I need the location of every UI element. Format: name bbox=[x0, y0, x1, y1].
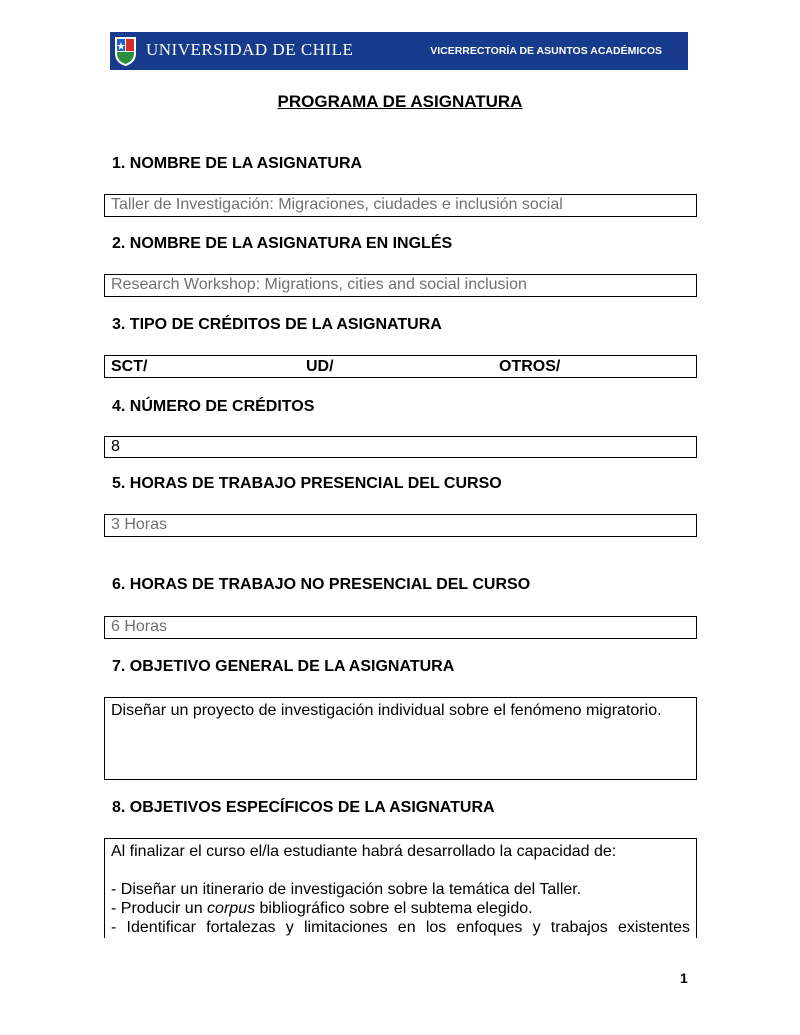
section-6-box bbox=[104, 616, 697, 639]
section-7-heading: 7. OBJETIVO GENERAL DE LA ASIGNATURA bbox=[112, 658, 455, 675]
credit-otros: OTROS/ bbox=[499, 358, 561, 375]
page-title: PROGRAMA DE ASIGNATURA bbox=[277, 92, 523, 111]
section-5-value: 3 Horas bbox=[111, 516, 168, 533]
section-5-box bbox=[104, 514, 697, 537]
section-8-item-1: - Diseñar un itinerario de investigación sobre la temática del Taller. bbox=[111, 881, 582, 898]
credit-ud: UD/ bbox=[306, 358, 334, 375]
section-8-heading: 8. OBJETIVOS ESPECÍFICOS DE LA ASIGNATURA bbox=[112, 799, 495, 816]
page-number: 1 bbox=[680, 970, 688, 986]
section-4-box bbox=[104, 436, 697, 458]
section-7-value: Diseñar un proyecto de investigación individual sobre el fenómeno migratorio. bbox=[111, 702, 662, 719]
section-6-value: 6 Horas bbox=[111, 618, 168, 635]
section-3-heading: 3. TIPO DE CRÉDITOS DE LA ASIGNATURA bbox=[112, 316, 442, 333]
university-name: UNIVERSIDAD DE CHILE bbox=[146, 40, 354, 59]
header-banner bbox=[110, 32, 688, 70]
section-2-value: Research Workshop: Migrations, cities and social inclusion bbox=[111, 276, 527, 293]
section-2-box bbox=[104, 274, 697, 297]
section-8-box bbox=[104, 838, 697, 938]
section-1-box bbox=[104, 194, 697, 217]
section-2-heading: 2. NOMBRE DE LA ASIGNATURA EN INGLÉS bbox=[112, 235, 453, 252]
section-8-item-2: - Producir un corpus bibliográfico sobre el subtema elegido. bbox=[111, 900, 533, 917]
office-name: VICERRECTORÍA DE ASUNTOS ACADÉMICOS bbox=[430, 45, 662, 57]
university-crest-icon bbox=[113, 35, 138, 67]
section-7-box bbox=[104, 697, 697, 780]
section-1-value: Taller de Investigación: Migraciones, ciudades e inclusión social bbox=[111, 196, 563, 213]
section-8-intro: Al finalizar el curso el/la estudiante habrá desarrollado la capacidad de: bbox=[111, 843, 617, 860]
credit-type-box bbox=[104, 355, 697, 378]
section-1-heading: 1. NOMBRE DE LA ASIGNATURA bbox=[112, 155, 363, 172]
section-5-heading: 5. HORAS DE TRABAJO PRESENCIAL DEL CURSO bbox=[112, 475, 502, 492]
section-4-heading: 4. NÚMERO DE CRÉDITOS bbox=[112, 398, 315, 415]
section-8-item-2-emphasis: corpus bbox=[207, 900, 256, 917]
section-8-item-3: - Identificar fortalezas y limitaciones en los enfoques y trabajos existentes bbox=[111, 919, 690, 936]
section-4-value: 8 bbox=[111, 438, 120, 455]
credit-sct: SCT/ bbox=[111, 358, 148, 375]
section-6-heading: 6. HORAS DE TRABAJO NO PRESENCIAL DEL CURSO bbox=[112, 576, 531, 593]
